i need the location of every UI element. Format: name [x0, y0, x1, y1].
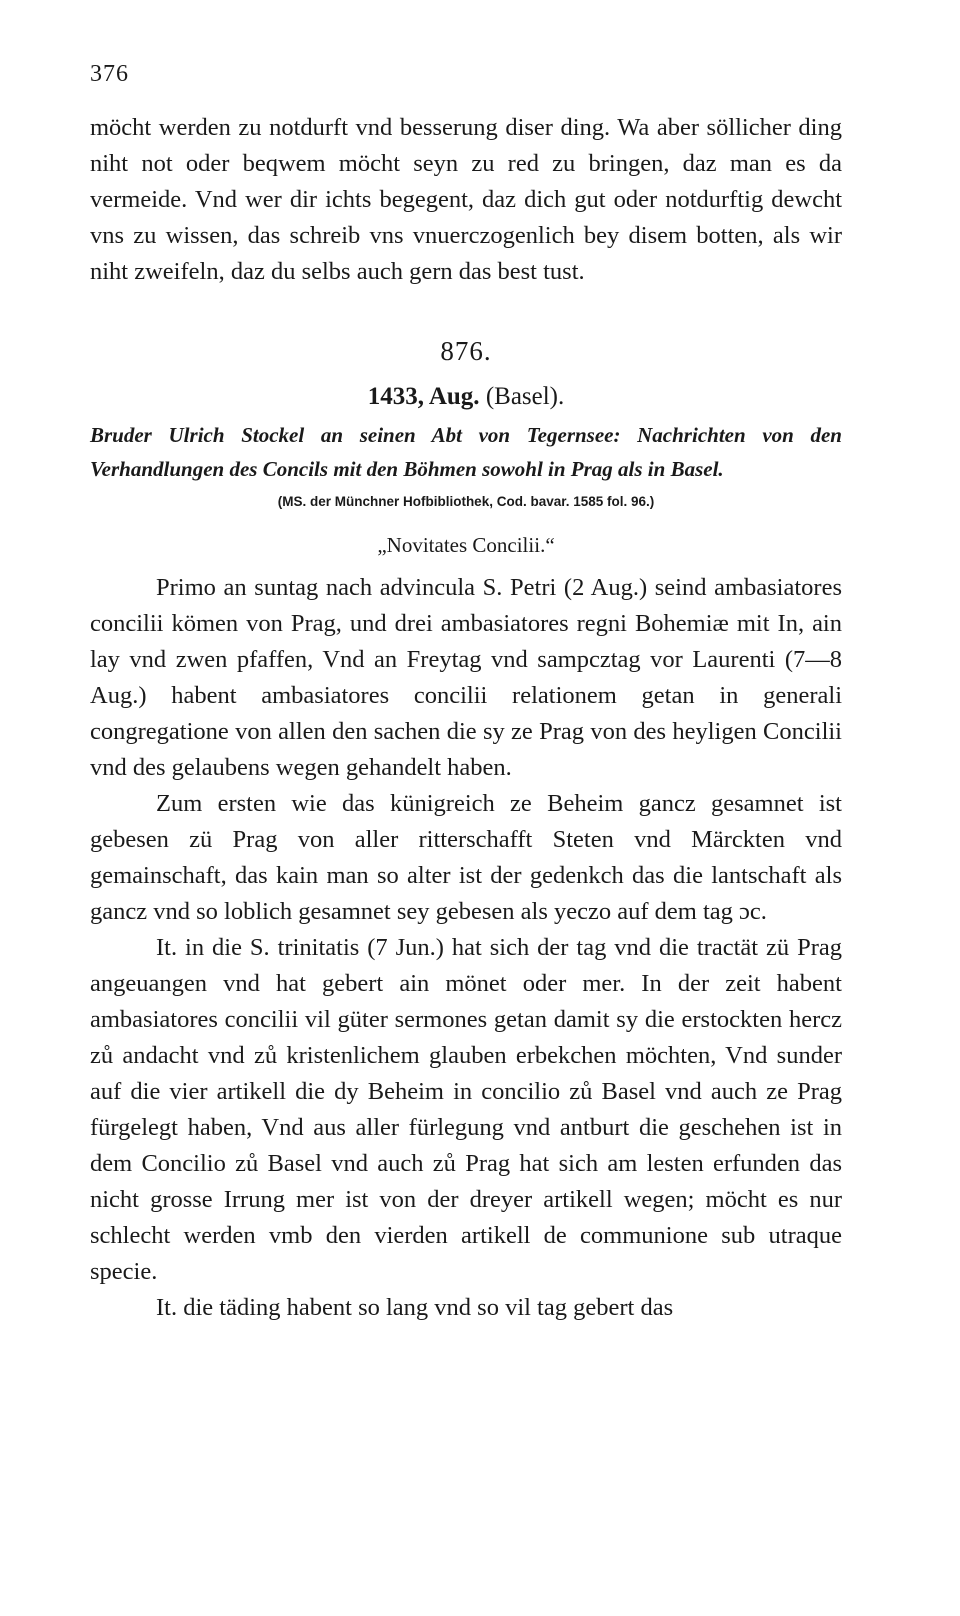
book-page	[90, 60, 842, 1326]
document-number: 876.	[440, 336, 492, 366]
intro-paragraph: möcht werden zu notdurft vnd besserung diser ding. Wa aber söllicher ding niht not oder beqwem möcht seyn zu red zu bringen, daz man es da vermeide. Vnd wer dir ichts begegent, daz dich gut oder notdurftig dewcht vns zu wissen, das schreib vns vnuerczogenlich bey disem botten, als wir niht zweifeln, daz du selbs auch gern das best tust.	[90, 114, 842, 285]
document-heading: „Novitates Concilii.“	[377, 533, 555, 557]
body-paragraph: It. die täding habent so lang vnd so vil tag gebert das	[156, 1294, 674, 1321]
body-paragraph: Zum ersten wie das künigreich ze Beheim gancz gesamnet ist gebesen zü Prag von aller ritterschafft Steten vnd Märckten vnd gemainschaft, das kain man so alter ist der gedenkch das die lantschaft als gancz vnd so loblich gesamnet sey gebesen als yeczo auf dem tag ɔc.	[90, 790, 842, 925]
document-source: (MS. der Münchner Hofbibliothek, Cod. bavar. 1585 fol. 96.)	[277, 494, 655, 509]
page-number: 376	[90, 61, 129, 87]
body-paragraph: It. in die S. trinitatis (7 Jun.) hat sich der tag vnd die tractät zü Prag angeuangen vnd hat gebert ain mönet oder mer. In der zeit habent ambasiatores concilii vil güter sermones getan damit sy die erstockten hercz zů andacht vnd zů kristenlichem glauben erbekchen möchten, Vnd sunder auf die vier artikell die dy Beheim in concilio zů Basel vnd auch ze Prag fürgelegt haben, Vnd aus aller fürlegung vnd antburt die geschehen ist in dem Concilio zů Basel vnd auch zů Prag hat sich am lesten erfunden das nicht grosse Irrung mer ist von der dreyer artikell wegen; möcht es nur schlecht werden vmb den vierden artikell de communione sub utraque specie.	[90, 934, 842, 1285]
document-summary: Bruder Ulrich Stockel an seinen Abt von Tegernsee: Nachrichten von den Verhandlungen des Concils mit den Böhmen sowohl in Prag als in Basel.	[90, 423, 842, 481]
document-date: 1433, Aug.	[367, 383, 480, 410]
document-place: (Basel).	[485, 383, 565, 410]
document-date-line	[90, 380, 842, 414]
body-paragraph: Primo an suntag nach advincula S. Petri (2 Aug.) seind ambasiatores concilii kömen von Prag, und drei ambasiatores regni Bohemiæ mit In, ain lay vnd zwen pfaffen, Vnd an Freytag vnd sampcztag vor Laurenti (7—8 Aug.) habent ambasiatores concilii relationem getan in generali congregatione von allen den sachen die sy ze Prag von des heyligen Concilii vnd des gelaubens wegen gehandelt haben.	[90, 574, 842, 781]
